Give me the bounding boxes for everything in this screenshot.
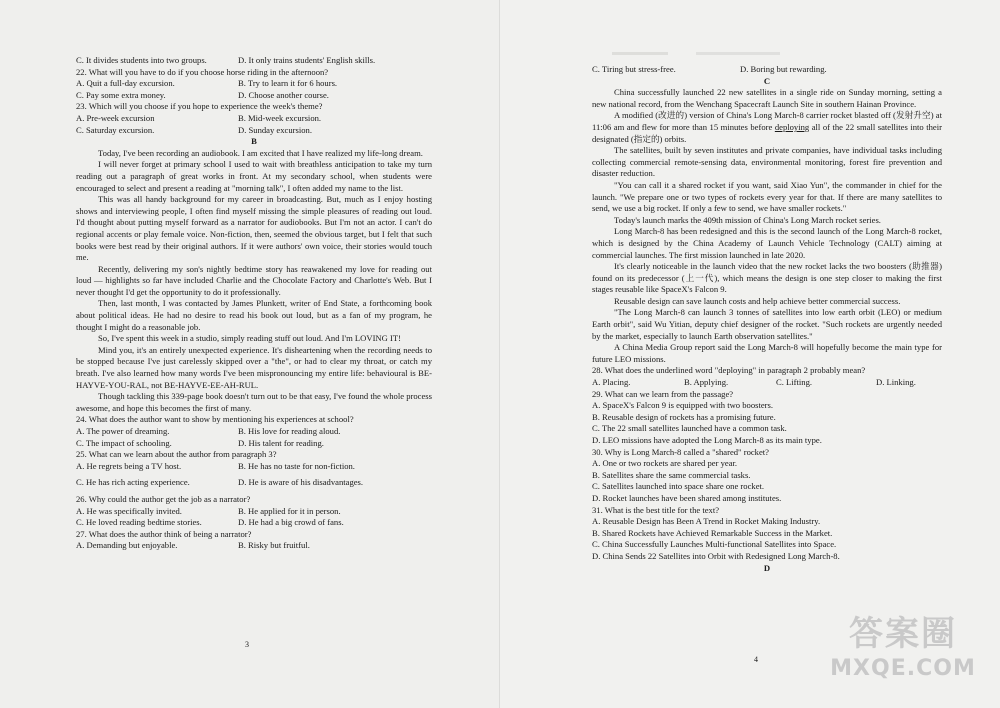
option-b: B. He has no taste for non-fiction. [238,460,355,471]
option-a: C. He loved reading bedtime stories. [76,517,202,528]
passage-paragraph: Mind you, it's an entirely unexpected experience. It's disheartening when the recording needs to be stopped because I've just carelessly skipped over a "the", or had to clear my throat, or catch my breath. I've also learned how many words I've been mispronouncing my entire life: behavioural is BE-HAYVE-YOU-RAL, not BE-HAYVE-EE-AH-RUL. [76,344,432,390]
watermark-url: MXQE.COM [830,656,976,681]
option-b: B. He applied for it in person. [238,505,341,516]
watermark-text: 答案圈 [849,614,957,654]
option-row [76,55,432,67]
passage-c [592,87,942,365]
question-line: C. Satellites launched into space share one rocket. [592,481,765,492]
option-a: A. Pre-week excursion [76,112,155,123]
option-d: D. Linking. [876,377,916,388]
option-row [76,125,432,137]
question-line: B. Reusable design of rockets has a promising future. [592,411,776,422]
option-row [76,477,432,489]
page-number-left: 3 [245,640,249,649]
option-b: D. Boring but rewarding. [740,64,827,74]
option-a: A. Demanding but enjoyable. [76,540,178,551]
passage-paragraph: Today, I've been recording an audiobook. I am excited that I have realized my life-long dream. [98,147,423,158]
section-c-heading: C [763,75,771,86]
right-page [500,0,1000,708]
option-a: C. Pay some extra money. [76,89,166,100]
option-a: C. Saturday excursion. [76,124,155,135]
option-row [76,517,432,529]
option-row [76,506,432,518]
question-line: 23. Which will you choose if you hope to experience the week's theme? [76,101,323,112]
option-row [76,426,432,438]
passage-paragraph: Recently, delivering my son's nightly bedtime story has reawakened my love for reading out loud — highlights so far have included Charlie and the Chocolate Factory and Charlotte's Web. But I never thought I'd get the opportunity to do it professionally. [76,263,432,297]
right-questions [592,365,942,562]
right-column [592,64,942,574]
passage-paragraph: China successfully launched 22 new satellites in a single ride on Sunday morning, setting a new national record, from the Wenchang Spacecraft Launch Site in southern Hainan Province. [592,87,942,109]
question-line: C. The 22 small satellites launched have a common task. [592,423,787,434]
question-line: 22. What will you have to do if you choose horse riding in the afternoon? [76,66,329,77]
option-c: C. Lifting. [776,377,813,388]
underlined-word: deploying [774,121,810,132]
option-row [76,90,432,102]
option-b: B. Risky but fruitful. [238,540,310,551]
option-b: D. He had a big crowd of fans. [238,517,344,528]
option-a: A. The power of dreaming. [76,426,170,436]
option-row [592,64,942,76]
option-row [76,438,432,450]
page-number-right: 4 [754,655,758,664]
option-row [76,78,432,90]
passage-paragraph: Today's launch marks the 409th mission of China's Long March rocket series. [614,214,881,225]
passage-paragraph: I will never forget at primary school I used to wait with breathless anticipation to take my turn reading out a paragraph of great works in front. At my secondary school, when students were encouraged to select and present a reading at "morning talk", I often added my name to the list. [76,159,432,193]
question-line: 31. What is the best title for the text? [592,504,720,515]
question-line: D. China Sends 22 Satellites into Orbit with Redesigned Long March-8. [592,550,840,561]
option-a: C. It divides students into two groups. [76,55,207,65]
passage-paragraph: This was all handy background for my career in broadcasting. But, much as I enjoy hosting shows and interviewing people, I often find myself missing the simple pleasures of reading out loud. I'd thought about putting myself forward as a narrator for audiobooks. But I'm not an actor. I can't do regional accents or play female voice. Non-fiction, then, seemed the obvious target, but I felt that such books were best read by their original authors. If it were authors' own voice, their stories would touch me. [76,194,432,263]
faint-header-marks [612,52,892,55]
section-b-heading: B [251,136,257,147]
passage-paragraph: Long March-8 has been redesigned and this is the second launch of the Long March-8 rocket, which is designed by the China Academy of Launch Vehicle Technology (CALT) aiming at commercial launches. The first mission launched in late 2020. [592,226,942,260]
question-line: B. Satellites share the same commercial tasks. [592,469,751,480]
option-a: A. He was specifically invited. [76,505,182,516]
passage-paragraph: "The Long March-8 can launch 3 tonnes of satellites into low earth orbit (LEO) or medium Earth orbit", said Wu Yitian, deputy chief designer of the rocket. "Such rockets are urgently needed by the market, especially to launch Earth observation satellites." [592,307,942,341]
option-b: B. Applying. [684,377,729,388]
watermark-logo [818,612,988,702]
passage-paragraph: Reusable design can save launch costs and help achieve better commercial success. [614,295,901,306]
question-line: A. One or two rockets are shared per year. [592,458,738,469]
question-line: B. Shared Rockets have Achieved Remarkable Success in the Market. [592,527,833,538]
passage-b [76,148,432,415]
option-b: B. Mid-week excursion. [238,112,322,123]
option-a: C. The impact of schooling. [76,437,172,448]
question-line: 29. What can we learn from the passage? [592,388,734,399]
option-b: D. Choose another course. [238,89,329,100]
question-line: A. SpaceX's Falcon 9 is equipped with two boosters. [592,400,774,411]
question-line: 27. What does the author think of being a narrator? [76,528,252,539]
option-row [76,113,432,125]
passage-paragraph: So, I've spent this week in a studio, simply reading stuff out loud. And I'm LOVING IT! [98,333,401,344]
option-b: B. Try to learn it for 6 hours. [238,78,338,89]
question-line: 24. What does the author want to show by mentioning his experiences at school? [76,414,354,425]
question-line: C. China Successfully Launches Multi-functional Satellites into Space. [592,539,837,550]
passage-paragraph: A modified (改进的) version of China's Long March-8 carrier rocket blasted off (发射升空) at 11:06 am and flew for more than 15 minutes before deploying all of the 22 small satellites into their designated (指定的) orbits. [592,110,942,144]
option-row [76,461,432,473]
passage-paragraph: Though tackling this 339-page book doesn't turn out to be that easy, I've found the whole process awesome, and hope this becomes the first of many. [76,391,432,413]
option-b: D. His talent for reading. [238,437,324,448]
passage-paragraph: "You can call it a shared rocket if you want, said Xiao Yun", the commander in chief for the launch. "We prepare one or two types of rockets every year for that. If there are many satellites to send, we use a big rocket. If only a few to send, we have smaller rockets." [592,179,942,214]
question-line: 28. What does the underlined word "deploying" in paragraph 2 probably mean? [592,365,866,376]
passage-paragraph: It's clearly noticeable in the launch video that the new rocket lacks the two boosters (助推器) found on its predecessor (上一代), which means the design is one step closer to making the first stages reusable like SpaceX's Falcon 9. [592,261,942,295]
left-top-options [76,55,432,136]
question-line: D. Rocket launches have been shared among institutes. [592,492,782,503]
question-line: A. Reusable Design has Been A Trend in Rocket Making Industry. [592,516,821,527]
question-line: 30. Why is Long March-8 called a "shared" rocket? [592,446,769,457]
option-b: D. He is aware of his disadvantages. [238,477,364,488]
question-line: D. LEO missions have adopted the Long March-8 as its main type. [592,435,822,445]
option-b: B. His love for reading aloud. [238,426,341,436]
left-column [76,55,432,552]
option-b: D. It only trains students' English skills. [238,55,376,65]
passage-paragraph: Then, last month, I was contacted by James Plunkett, writer of End State, a forthcoming book about political ideas. He had no desire to read his book out loud, but as a fan of my program, he thought I might do a reasonable job. [76,298,432,332]
option-a: A. Placing. [592,377,631,388]
left-questions [76,414,432,552]
option-row [592,377,942,389]
passage-paragraph: The satellites, built by seven institutes and private companies, have individual tasks including collecting commercial remote-sensing data, environmental monitoring, forest fire prevention and disaster reduction. [592,145,942,179]
right-top-options [592,64,942,76]
question-line: 26. Why could the author get the job as a narrator? [76,493,251,504]
option-a: C. He has rich acting experience. [76,477,190,488]
passage-paragraph: A China Media Group report said the Long March-8 will hopefully become the main type for future LEO missions. [592,342,942,364]
option-b: D. Sunday excursion. [238,124,312,135]
section-d-heading: D [763,562,771,573]
option-a: A. He regrets being a TV host. [76,460,182,471]
option-row [76,540,432,552]
question-line: 25. What can we learn about the author from paragraph 3? [76,449,277,460]
option-a: A. Quit a full-day excursion. [76,78,175,89]
option-a: C. Tiring but stress-free. [592,64,676,74]
